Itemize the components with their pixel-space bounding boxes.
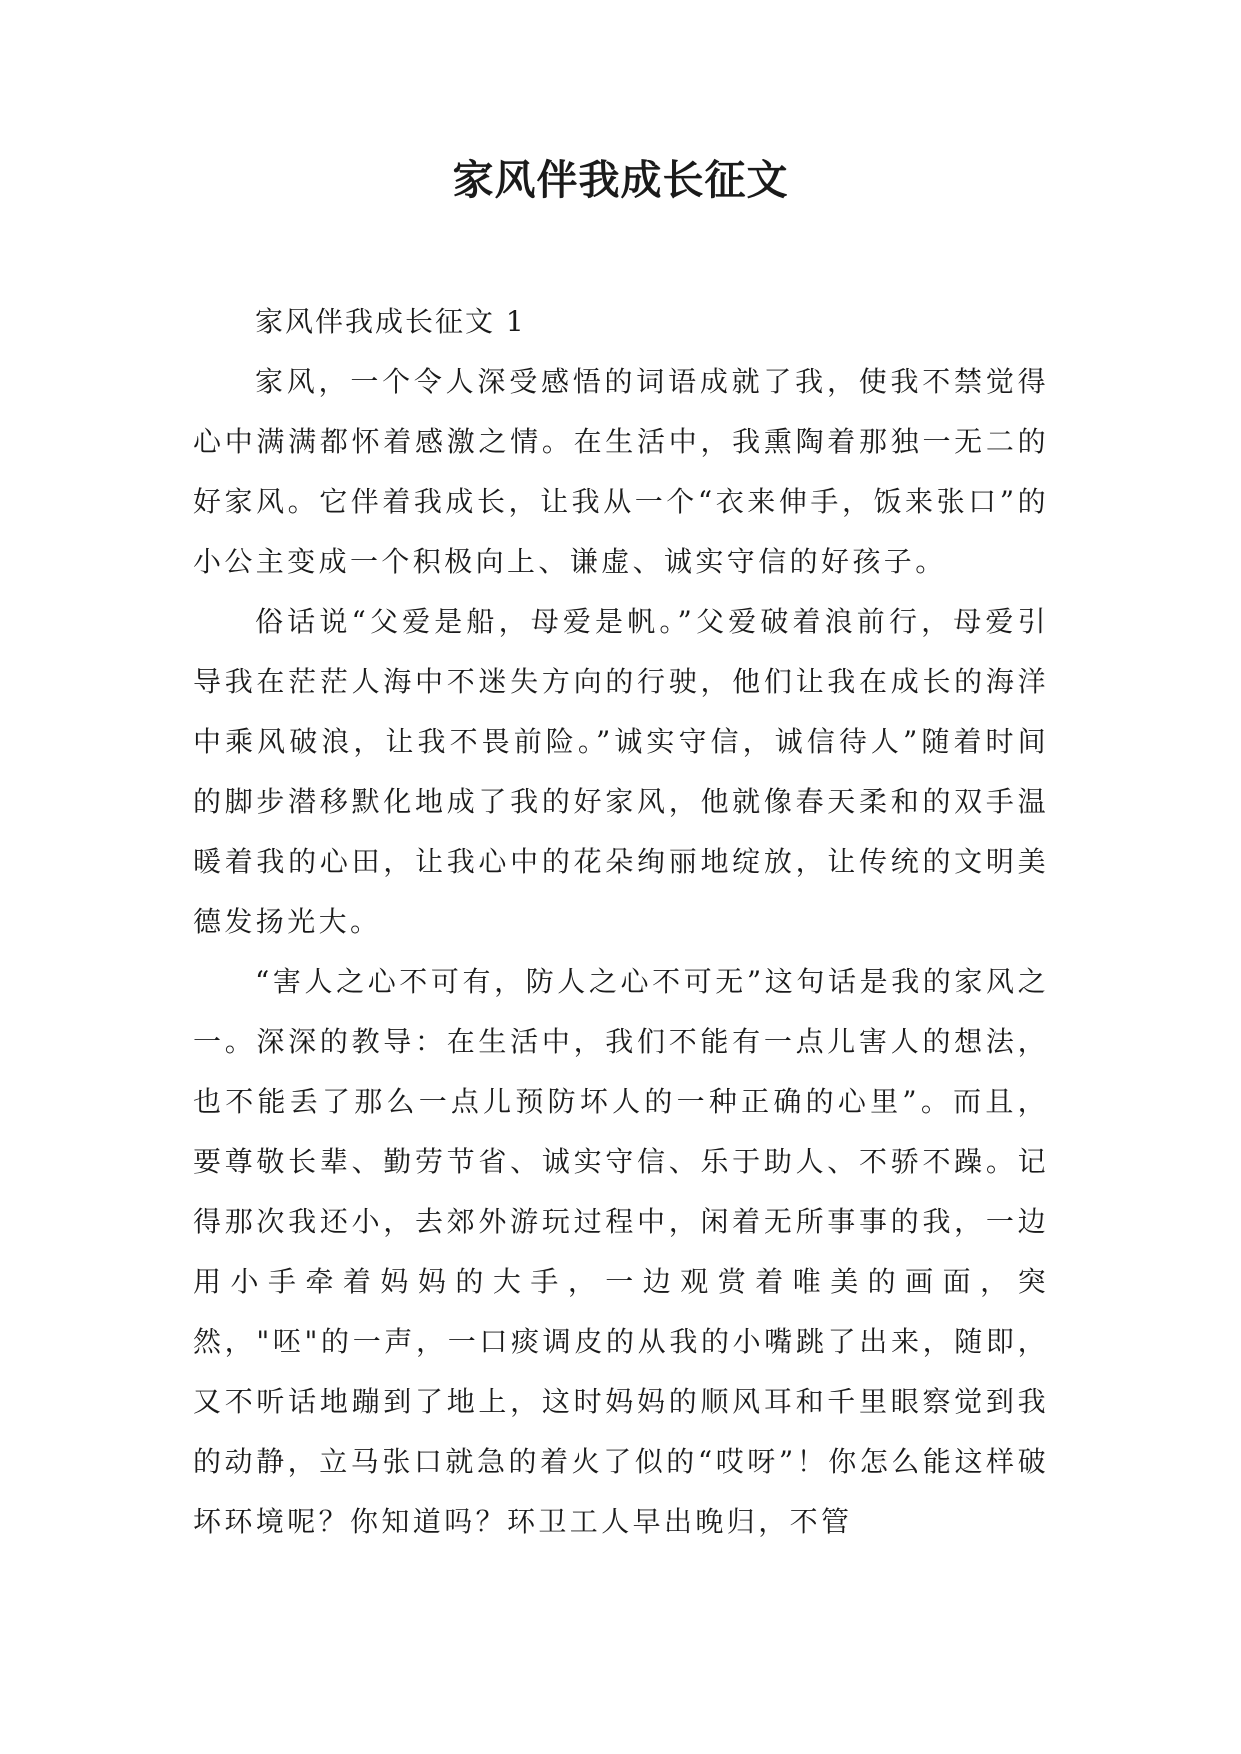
paragraph-1: 家风，一个令人深受感悟的词语成就了我，使我不禁觉得心中满满都怀着感激之情。在生活中，我熏陶着那独一无二的好家风。它伴着我成长，让我从一个“衣来伸手，饭来张口”的小公主变成一个积极向上、谦虚、诚实守信的好孩子。 <box>193 365 1049 578</box>
document-body <box>193 292 1049 1552</box>
document-title: 家风伴我成长征文 <box>452 156 789 204</box>
paragraph-3: “害人之心不可有，防人之心不可无”这句话是我的家风之一。深深的教导：在生活中，我们不能有一点儿害人的想法，也不能丢了那么一点儿预防坏人的一种正确的心里”。而且，要尊敬长辈、勤劳节省、诚实守信、乐于助人、不骄不躁。记得那次我还小，去郊外游玩过程中，闲着无所事事的我，一边用小手牵着妈妈的大手，一边观赏着唯美的画面，突然，"呸"的一声，一口痰调皮的从我的小嘴跳了出来，随即，又不听话地蹦到了地上，这时妈妈的顺风耳和千里眼察觉到我的动静，立马张口就急的着火了似的“哎呀”！你怎么能这样破坏环境呢？你知道吗？环卫工人早出晚归，不管 <box>193 965 1049 1538</box>
paragraph-2: 俗话说“父爱是船，母爱是帆。”父爱破着浪前行，母爱引导我在茫茫人海中不迷失方向的行驶，他们让我在成长的海洋中乘风破浪，让我不畏前险。”诚实守信，诚信待人”随着时间的脚步潜移默化地成了我的好家风，他就像春天柔和的双手温暖着我的心田，让我心中的花朵绚丽地绽放，让传统的文明美德发扬光大。 <box>193 605 1049 938</box>
section-heading: 家风伴我成长征文 1 <box>255 305 526 338</box>
